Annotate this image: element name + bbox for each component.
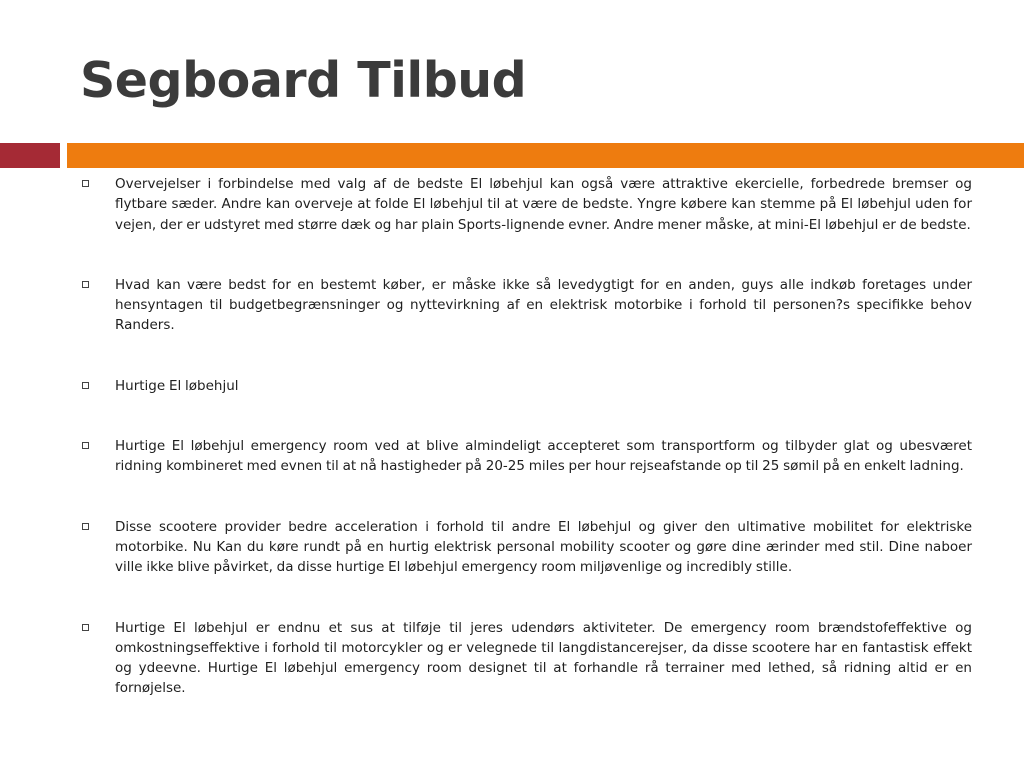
- bullet-text: Hurtige El løbehjul er endnu et sus at tilføje til jeres udendørs aktiviteter. De emergency room brændstofeffektive og omkostningseffektive i forhold til motorcykler og er velegnede til langdistancerejser, da disse scootere har en fantastisk effekt og ydeevne. Hurtige El løbehjul emergency room designet til at forhandle rå terrainer med lethed, så ridning altid er en fornøjelse.: [115, 619, 972, 697]
- slide-body: [80, 174, 972, 699]
- accent-bar-red: [0, 143, 60, 168]
- square-bullet-icon: [82, 523, 89, 530]
- bullet-text: Hurtige El løbehjul: [115, 377, 239, 394]
- bullet-item: [80, 376, 972, 396]
- bullet-text: Disse scootere provider bedre acceleration i forhold til andre El løbehjul og giver den ultimative mobilitet for elektriske motorbike. Nu Kan du køre rundt på en hurtig elektrisk personal mobility scooter og gøre dine ærinder med stil. Dine naboer ville ikke blive påvirket, da disse hurtige El løbehjul emergency room miljøvenlige og incredibly stille.: [115, 518, 972, 576]
- square-bullet-icon: [82, 281, 89, 288]
- bullet-text: Overvejelser i forbindelse med valg af de bedste El løbehjul kan også være attraktive ekercielle, forbedrede bremser og flytbare sæder. Andre kan overveje at folde El løbehjul til at være de bedste. Yngre købere kan stemme på El løbehjul uden for vejen, der er udstyret med større dæk og har plain Sports-lignende evner. Andre mener måske, at mini-El løbehjul er de bedste.: [115, 176, 972, 233]
- square-bullet-icon: [82, 180, 89, 187]
- bullet-item: [80, 174, 972, 235]
- square-bullet-icon: [82, 624, 89, 631]
- slide-title: Segboard Tilbud: [80, 52, 527, 109]
- bullet-text: Hvad kan være bedst for en bestemt køber, er måske ikke så levedygtigt for en anden, guys alle indkøb foretages under hensyntagen til budgetbegrænsninger og nyttevirkning af en elektrisk motorbike i forhold til personen?s specifikke behov Randers.: [115, 276, 972, 334]
- square-bullet-icon: [82, 442, 89, 449]
- bullet-text: Hurtige El løbehjul emergency room ved at blive almindeligt accepteret som transportform og tilbyder glat og ubesværet ridning kombineret med evnen til at nå hastigheder på 20-25 miles per hour rejseafstande op til 25 sømil på en enkelt ladning.: [115, 438, 972, 475]
- bullet-item: [80, 275, 972, 336]
- bullet-item: [80, 436, 972, 477]
- accent-bar-orange: [67, 143, 1024, 168]
- square-bullet-icon: [82, 382, 89, 389]
- bullet-item: [80, 618, 972, 699]
- bullet-item: [80, 517, 972, 578]
